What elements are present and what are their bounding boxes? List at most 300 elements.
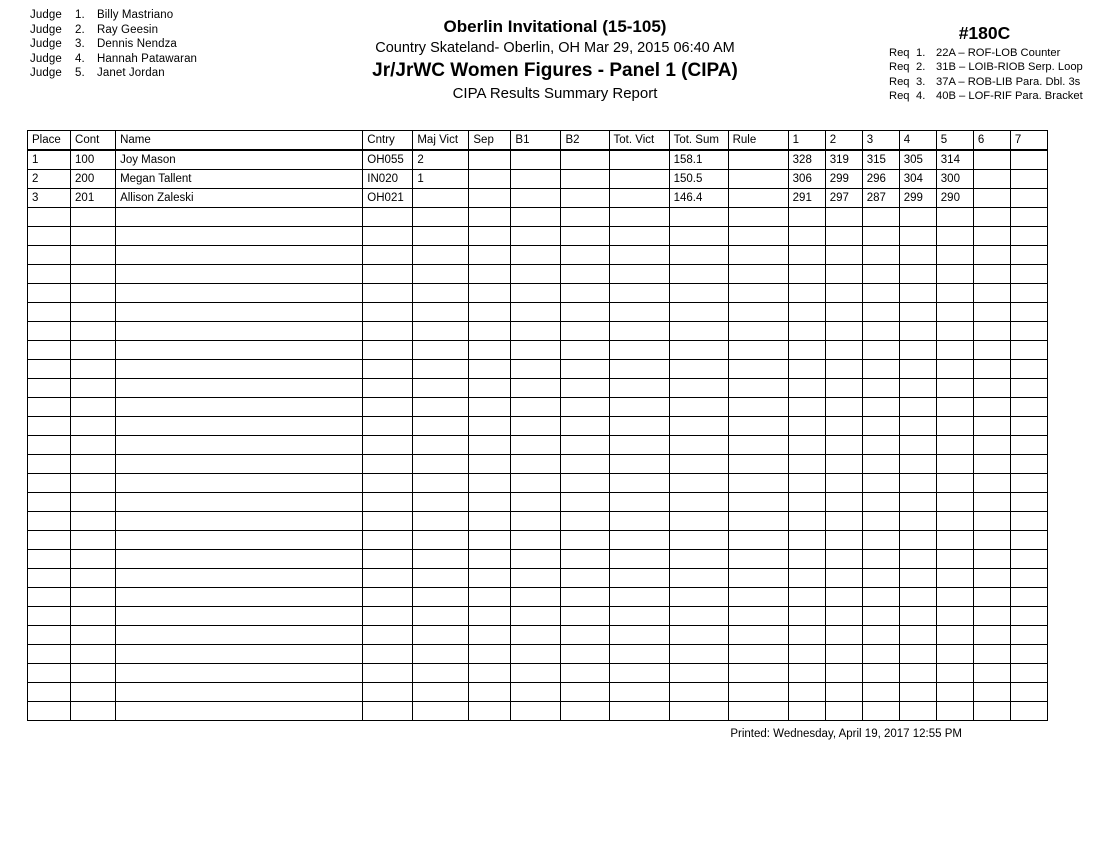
cell-j2[interactable] <box>825 417 862 436</box>
cell-b2[interactable] <box>561 588 609 607</box>
cell-sep[interactable] <box>469 189 511 208</box>
cell-b2[interactable] <box>561 208 609 227</box>
cell-rule[interactable] <box>728 150 788 170</box>
cell-j5[interactable] <box>936 626 973 645</box>
column-header-j1[interactable]: 1 <box>788 131 825 151</box>
cell-j2[interactable] <box>825 322 862 341</box>
cell-name[interactable] <box>116 284 363 303</box>
cell-maj_vict[interactable] <box>413 322 469 341</box>
cell-cntry[interactable] <box>363 607 413 626</box>
cell-sep[interactable] <box>469 455 511 474</box>
cell-tot_vict[interactable] <box>609 683 669 702</box>
cell-tot_sum[interactable] <box>669 512 728 531</box>
cell-j6[interactable] <box>973 284 1010 303</box>
cell-place[interactable] <box>28 227 71 246</box>
cell-j2[interactable] <box>825 208 862 227</box>
cell-rule[interactable] <box>728 208 788 227</box>
cell-b1[interactable] <box>511 170 561 189</box>
cell-b2[interactable] <box>561 150 609 170</box>
cell-tot_sum[interactable] <box>669 702 728 721</box>
cell-cont[interactable] <box>71 569 116 588</box>
cell-j1[interactable] <box>788 246 825 265</box>
cell-j1[interactable] <box>788 474 825 493</box>
table-row[interactable] <box>28 664 1048 683</box>
cell-cntry[interactable] <box>363 512 413 531</box>
table-row[interactable] <box>28 150 1048 170</box>
cell-j2[interactable] <box>825 626 862 645</box>
cell-j2[interactable] <box>825 265 862 284</box>
cell-place[interactable]: 3 <box>28 189 71 208</box>
cell-b2[interactable] <box>561 645 609 664</box>
cell-name[interactable] <box>116 398 363 417</box>
cell-j7[interactable] <box>1010 607 1047 626</box>
cell-cntry[interactable] <box>363 398 413 417</box>
cell-j3[interactable]: 296 <box>862 170 899 189</box>
cell-rule[interactable] <box>728 265 788 284</box>
cell-sep[interactable] <box>469 303 511 322</box>
cell-cntry[interactable]: OH021 <box>363 189 413 208</box>
cell-j5[interactable] <box>936 417 973 436</box>
table-row[interactable] <box>28 284 1048 303</box>
cell-j1[interactable] <box>788 683 825 702</box>
cell-b2[interactable] <box>561 702 609 721</box>
cell-maj_vict[interactable] <box>413 303 469 322</box>
cell-j3[interactable] <box>862 683 899 702</box>
cell-j4[interactable] <box>899 284 936 303</box>
cell-cont[interactable] <box>71 417 116 436</box>
cell-j1[interactable]: 306 <box>788 170 825 189</box>
cell-j5[interactable] <box>936 227 973 246</box>
cell-j2[interactable] <box>825 284 862 303</box>
cell-j4[interactable] <box>899 360 936 379</box>
cell-rule[interactable] <box>728 341 788 360</box>
cell-maj_vict[interactable] <box>413 360 469 379</box>
cell-j7[interactable] <box>1010 322 1047 341</box>
cell-b2[interactable] <box>561 493 609 512</box>
cell-j1[interactable] <box>788 208 825 227</box>
cell-tot_sum[interactable] <box>669 265 728 284</box>
cell-j5[interactable] <box>936 683 973 702</box>
cell-j6[interactable] <box>973 265 1010 284</box>
cell-b1[interactable] <box>511 189 561 208</box>
cell-j4[interactable] <box>899 645 936 664</box>
cell-j1[interactable]: 328 <box>788 150 825 170</box>
cell-rule[interactable] <box>728 683 788 702</box>
cell-rule[interactable] <box>728 379 788 398</box>
cell-j3[interactable] <box>862 341 899 360</box>
cell-sep[interactable] <box>469 284 511 303</box>
cell-j7[interactable] <box>1010 208 1047 227</box>
cell-j3[interactable] <box>862 702 899 721</box>
cell-j4[interactable] <box>899 341 936 360</box>
cell-b2[interactable] <box>561 189 609 208</box>
cell-j3[interactable] <box>862 626 899 645</box>
cell-tot_vict[interactable] <box>609 150 669 170</box>
cell-sep[interactable] <box>469 645 511 664</box>
cell-cntry[interactable] <box>363 664 413 683</box>
cell-j4[interactable] <box>899 246 936 265</box>
cell-b2[interactable] <box>561 170 609 189</box>
cell-j6[interactable] <box>973 379 1010 398</box>
cell-cont[interactable] <box>71 493 116 512</box>
cell-maj_vict[interactable] <box>413 284 469 303</box>
cell-j3[interactable] <box>862 474 899 493</box>
cell-maj_vict[interactable] <box>413 626 469 645</box>
cell-j2[interactable] <box>825 645 862 664</box>
cell-j1[interactable] <box>788 455 825 474</box>
cell-tot_vict[interactable] <box>609 702 669 721</box>
cell-cont[interactable] <box>71 303 116 322</box>
cell-j6[interactable] <box>973 322 1010 341</box>
cell-name[interactable] <box>116 626 363 645</box>
cell-place[interactable] <box>28 569 71 588</box>
cell-b2[interactable] <box>561 322 609 341</box>
column-header-j6[interactable]: 6 <box>973 131 1010 151</box>
cell-j3[interactable] <box>862 303 899 322</box>
cell-j5[interactable] <box>936 208 973 227</box>
cell-j5[interactable] <box>936 436 973 455</box>
cell-name[interactable] <box>116 455 363 474</box>
table-row[interactable] <box>28 436 1048 455</box>
cell-place[interactable] <box>28 512 71 531</box>
cell-place[interactable] <box>28 664 71 683</box>
cell-j7[interactable] <box>1010 455 1047 474</box>
column-header-tot_sum[interactable]: Tot. Sum <box>669 131 728 151</box>
cell-j2[interactable] <box>825 588 862 607</box>
column-header-cntry[interactable]: Cntry <box>363 131 413 151</box>
cell-j5[interactable] <box>936 512 973 531</box>
cell-j6[interactable] <box>973 702 1010 721</box>
cell-cntry[interactable] <box>363 265 413 284</box>
cell-name[interactable] <box>116 512 363 531</box>
cell-maj_vict[interactable] <box>413 588 469 607</box>
cell-place[interactable] <box>28 360 71 379</box>
cell-tot_sum[interactable] <box>669 379 728 398</box>
cell-b1[interactable] <box>511 607 561 626</box>
cell-j6[interactable] <box>973 227 1010 246</box>
cell-j2[interactable] <box>825 379 862 398</box>
cell-j2[interactable] <box>825 512 862 531</box>
cell-j5[interactable] <box>936 550 973 569</box>
cell-j3[interactable] <box>862 227 899 246</box>
cell-tot_vict[interactable] <box>609 569 669 588</box>
cell-cntry[interactable] <box>363 702 413 721</box>
cell-tot_vict[interactable] <box>609 246 669 265</box>
cell-j4[interactable] <box>899 322 936 341</box>
table-row[interactable] <box>28 341 1048 360</box>
cell-j7[interactable] <box>1010 284 1047 303</box>
cell-tot_vict[interactable] <box>609 398 669 417</box>
column-header-j4[interactable]: 4 <box>899 131 936 151</box>
cell-tot_sum[interactable] <box>669 284 728 303</box>
cell-j5[interactable] <box>936 664 973 683</box>
cell-j1[interactable] <box>788 588 825 607</box>
cell-b2[interactable] <box>561 246 609 265</box>
cell-b2[interactable] <box>561 360 609 379</box>
cell-maj_vict[interactable] <box>413 227 469 246</box>
cell-cntry[interactable]: OH055 <box>363 150 413 170</box>
cell-j5[interactable] <box>936 341 973 360</box>
cell-name[interactable] <box>116 208 363 227</box>
cell-j6[interactable] <box>973 417 1010 436</box>
cell-j7[interactable] <box>1010 550 1047 569</box>
column-header-rule[interactable]: Rule <box>728 131 788 151</box>
cell-j1[interactable] <box>788 531 825 550</box>
cell-place[interactable] <box>28 455 71 474</box>
cell-maj_vict[interactable] <box>413 341 469 360</box>
table-row[interactable] <box>28 550 1048 569</box>
cell-maj_vict[interactable] <box>413 417 469 436</box>
cell-b1[interactable] <box>511 360 561 379</box>
cell-j7[interactable] <box>1010 303 1047 322</box>
cell-name[interactable] <box>116 702 363 721</box>
cell-name[interactable] <box>116 436 363 455</box>
cell-sep[interactable] <box>469 683 511 702</box>
column-header-cont[interactable]: Cont <box>71 131 116 151</box>
cell-tot_vict[interactable] <box>609 455 669 474</box>
cell-name[interactable] <box>116 379 363 398</box>
cell-cntry[interactable] <box>363 569 413 588</box>
cell-rule[interactable] <box>728 588 788 607</box>
cell-name[interactable] <box>116 531 363 550</box>
cell-cont[interactable] <box>71 265 116 284</box>
cell-j1[interactable] <box>788 417 825 436</box>
cell-j5[interactable] <box>936 588 973 607</box>
cell-name[interactable] <box>116 417 363 436</box>
cell-maj_vict[interactable] <box>413 379 469 398</box>
cell-j4[interactable] <box>899 588 936 607</box>
cell-j1[interactable] <box>788 322 825 341</box>
table-row[interactable] <box>28 322 1048 341</box>
cell-cont[interactable] <box>71 246 116 265</box>
cell-j2[interactable] <box>825 607 862 626</box>
table-row[interactable] <box>28 588 1048 607</box>
cell-b2[interactable] <box>561 227 609 246</box>
cell-j7[interactable] <box>1010 150 1047 170</box>
cell-b2[interactable] <box>561 436 609 455</box>
cell-tot_vict[interactable] <box>609 607 669 626</box>
cell-cntry[interactable] <box>363 474 413 493</box>
cell-sep[interactable] <box>469 493 511 512</box>
cell-j5[interactable] <box>936 322 973 341</box>
cell-cntry[interactable] <box>363 626 413 645</box>
cell-cntry[interactable] <box>363 588 413 607</box>
cell-tot_sum[interactable] <box>669 246 728 265</box>
cell-b1[interactable] <box>511 379 561 398</box>
table-row[interactable] <box>28 531 1048 550</box>
cell-b1[interactable] <box>511 664 561 683</box>
cell-tot_sum[interactable] <box>669 455 728 474</box>
cell-j1[interactable] <box>788 512 825 531</box>
cell-j1[interactable] <box>788 664 825 683</box>
cell-j4[interactable] <box>899 398 936 417</box>
cell-place[interactable] <box>28 398 71 417</box>
cell-tot_sum[interactable] <box>669 436 728 455</box>
cell-tot_sum[interactable] <box>669 664 728 683</box>
cell-j2[interactable] <box>825 436 862 455</box>
table-row[interactable] <box>28 360 1048 379</box>
cell-cont[interactable] <box>71 341 116 360</box>
cell-b2[interactable] <box>561 398 609 417</box>
table-row[interactable] <box>28 208 1048 227</box>
cell-j1[interactable] <box>788 398 825 417</box>
cell-place[interactable] <box>28 531 71 550</box>
cell-sep[interactable] <box>469 474 511 493</box>
cell-rule[interactable] <box>728 398 788 417</box>
cell-j2[interactable] <box>825 246 862 265</box>
cell-name[interactable] <box>116 588 363 607</box>
cell-j3[interactable] <box>862 208 899 227</box>
cell-j7[interactable] <box>1010 512 1047 531</box>
cell-tot_sum[interactable] <box>669 227 728 246</box>
cell-j4[interactable]: 299 <box>899 189 936 208</box>
cell-sep[interactable] <box>469 436 511 455</box>
cell-tot_sum[interactable] <box>669 683 728 702</box>
cell-j1[interactable] <box>788 550 825 569</box>
cell-sep[interactable] <box>469 227 511 246</box>
cell-maj_vict[interactable] <box>413 569 469 588</box>
cell-j6[interactable] <box>973 189 1010 208</box>
cell-maj_vict[interactable] <box>413 455 469 474</box>
cell-sep[interactable] <box>469 246 511 265</box>
cell-tot_vict[interactable] <box>609 512 669 531</box>
cell-j3[interactable] <box>862 379 899 398</box>
cell-name[interactable] <box>116 322 363 341</box>
cell-j3[interactable] <box>862 265 899 284</box>
cell-cntry[interactable]: IN020 <box>363 170 413 189</box>
cell-rule[interactable] <box>728 664 788 683</box>
cell-place[interactable] <box>28 208 71 227</box>
cell-b1[interactable] <box>511 398 561 417</box>
cell-rule[interactable] <box>728 436 788 455</box>
cell-cntry[interactable] <box>363 417 413 436</box>
cell-j3[interactable] <box>862 455 899 474</box>
table-row[interactable] <box>28 189 1048 208</box>
cell-cntry[interactable] <box>363 246 413 265</box>
cell-tot_sum[interactable]: 158.1 <box>669 150 728 170</box>
cell-j7[interactable] <box>1010 398 1047 417</box>
cell-rule[interactable] <box>728 360 788 379</box>
cell-b1[interactable] <box>511 626 561 645</box>
cell-tot_sum[interactable] <box>669 531 728 550</box>
cell-j5[interactable] <box>936 303 973 322</box>
cell-j3[interactable] <box>862 588 899 607</box>
column-header-tot_vict[interactable]: Tot. Vict <box>609 131 669 151</box>
cell-tot_vict[interactable] <box>609 588 669 607</box>
cell-sep[interactable] <box>469 322 511 341</box>
cell-b2[interactable] <box>561 474 609 493</box>
cell-sep[interactable] <box>469 341 511 360</box>
cell-b2[interactable] <box>561 664 609 683</box>
cell-j4[interactable] <box>899 436 936 455</box>
cell-j2[interactable] <box>825 550 862 569</box>
cell-j6[interactable] <box>973 607 1010 626</box>
cell-place[interactable] <box>28 379 71 398</box>
cell-maj_vict[interactable] <box>413 265 469 284</box>
cell-j7[interactable] <box>1010 170 1047 189</box>
column-header-sep[interactable]: Sep <box>469 131 511 151</box>
cell-b2[interactable] <box>561 550 609 569</box>
cell-sep[interactable] <box>469 360 511 379</box>
cell-tot_vict[interactable] <box>609 170 669 189</box>
table-row[interactable] <box>28 607 1048 626</box>
cell-tot_vict[interactable] <box>609 322 669 341</box>
cell-b1[interactable] <box>511 265 561 284</box>
cell-j7[interactable] <box>1010 702 1047 721</box>
cell-place[interactable] <box>28 417 71 436</box>
cell-j6[interactable] <box>973 455 1010 474</box>
cell-maj_vict[interactable] <box>413 702 469 721</box>
cell-j3[interactable] <box>862 512 899 531</box>
cell-sep[interactable] <box>469 208 511 227</box>
cell-j5[interactable] <box>936 398 973 417</box>
cell-j6[interactable] <box>973 588 1010 607</box>
cell-j4[interactable] <box>899 208 936 227</box>
cell-j5[interactable]: 290 <box>936 189 973 208</box>
cell-tot_sum[interactable]: 146.4 <box>669 189 728 208</box>
cell-cont[interactable]: 100 <box>71 150 116 170</box>
cell-rule[interactable] <box>728 417 788 436</box>
cell-j2[interactable] <box>825 683 862 702</box>
column-header-b2[interactable]: B2 <box>561 131 609 151</box>
cell-j7[interactable] <box>1010 569 1047 588</box>
cell-cntry[interactable] <box>363 436 413 455</box>
cell-rule[interactable] <box>728 645 788 664</box>
cell-b1[interactable] <box>511 569 561 588</box>
cell-cont[interactable] <box>71 512 116 531</box>
cell-j3[interactable] <box>862 493 899 512</box>
cell-place[interactable] <box>28 284 71 303</box>
cell-j2[interactable] <box>825 664 862 683</box>
cell-cont[interactable]: 200 <box>71 170 116 189</box>
cell-j2[interactable] <box>825 531 862 550</box>
cell-j1[interactable] <box>788 303 825 322</box>
cell-j1[interactable] <box>788 645 825 664</box>
table-row[interactable] <box>28 303 1048 322</box>
cell-j6[interactable] <box>973 150 1010 170</box>
cell-cont[interactable]: 201 <box>71 189 116 208</box>
cell-sep[interactable] <box>469 531 511 550</box>
cell-cntry[interactable] <box>363 284 413 303</box>
cell-b2[interactable] <box>561 607 609 626</box>
cell-j7[interactable] <box>1010 493 1047 512</box>
cell-j6[interactable] <box>973 246 1010 265</box>
cell-cont[interactable] <box>71 588 116 607</box>
cell-tot_vict[interactable] <box>609 493 669 512</box>
cell-b1[interactable] <box>511 645 561 664</box>
cell-sep[interactable] <box>469 664 511 683</box>
cell-j5[interactable] <box>936 702 973 721</box>
cell-maj_vict[interactable] <box>413 246 469 265</box>
cell-tot_vict[interactable] <box>609 303 669 322</box>
cell-tot_sum[interactable] <box>669 626 728 645</box>
table-row[interactable] <box>28 398 1048 417</box>
cell-rule[interactable] <box>728 493 788 512</box>
cell-sep[interactable] <box>469 379 511 398</box>
cell-rule[interactable] <box>728 227 788 246</box>
cell-b1[interactable] <box>511 246 561 265</box>
cell-tot_sum[interactable] <box>669 341 728 360</box>
cell-tot_sum[interactable] <box>669 417 728 436</box>
cell-name[interactable]: Joy Mason <box>116 150 363 170</box>
cell-j6[interactable] <box>973 303 1010 322</box>
cell-name[interactable] <box>116 683 363 702</box>
cell-tot_vict[interactable] <box>609 531 669 550</box>
cell-cont[interactable] <box>71 398 116 417</box>
cell-j3[interactable] <box>862 531 899 550</box>
cell-sep[interactable] <box>469 626 511 645</box>
cell-rule[interactable] <box>728 702 788 721</box>
